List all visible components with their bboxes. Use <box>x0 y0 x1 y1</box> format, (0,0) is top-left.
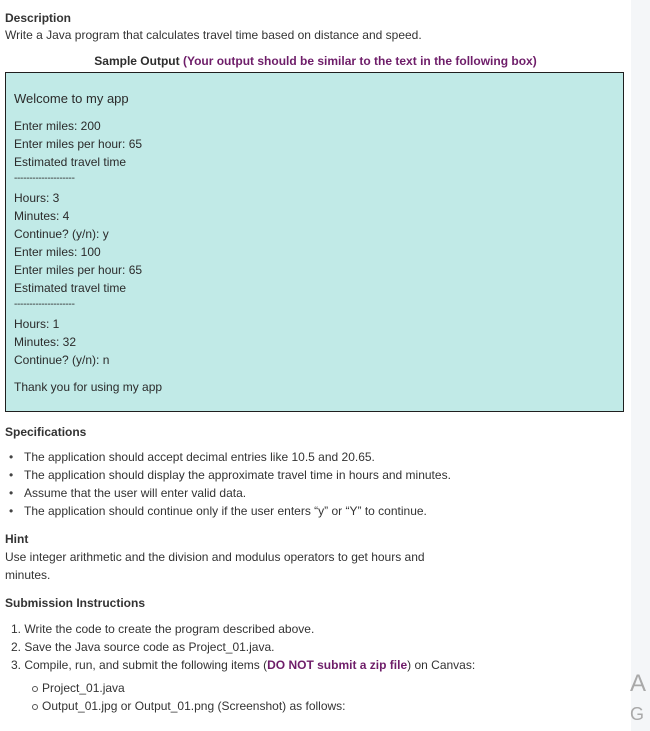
list-item: • The application should continue only if the user enters “y” or “Y” to continue. <box>0 502 451 520</box>
output-line: Hours: 1 <box>14 317 60 331</box>
output-line: Continue? (y/n): n <box>14 353 110 367</box>
output-line: Enter miles: 100 <box>14 245 101 259</box>
hint-heading: Hint <box>5 532 29 546</box>
output-line: Thank you for using my app <box>14 380 163 394</box>
output-divider: -------------------- <box>14 173 75 184</box>
list-item: Output_01.jpg or Output_01.png (Screenshot) as follows: <box>0 697 346 715</box>
list-item: • The application should accept decimal entries like 10.5 and 20.65. <box>0 448 451 466</box>
sample-output-title <box>0 54 631 68</box>
output-line: Estimated travel time <box>14 281 127 295</box>
output-line: Minutes: 32 <box>14 335 77 349</box>
list-item: Project_01.java <box>0 679 346 697</box>
cut-off-sidebar-text: G <box>630 704 645 724</box>
output-line: Welcome to my app <box>14 91 129 106</box>
no-zip-warning: DO NOT submit a zip file <box>267 658 408 672</box>
submission-steps <box>0 620 475 674</box>
specifications-heading: Specifications <box>5 425 87 439</box>
output-divider: -------------------- <box>14 299 75 310</box>
step3-prefix: 3. Compile, run, and submit the following items ( <box>11 658 268 672</box>
hint-text-line: Use integer arithmetic and the division and modulus operators to get hours and <box>5 550 425 564</box>
submission-files <box>0 679 346 715</box>
output-line: Hours: 3 <box>14 191 60 205</box>
sample-output-box <box>5 72 624 412</box>
output-line: Minutes: 4 <box>14 209 70 223</box>
sample-output-label: Sample Output <box>94 54 180 68</box>
hint-text-line: minutes. <box>5 568 51 582</box>
description-text: Write a Java program that calculates travel time based on distance and speed. <box>5 28 422 42</box>
output-line: Estimated travel time <box>14 155 127 169</box>
output-line: Continue? (y/n): y <box>14 227 109 241</box>
cut-off-sidebar-text: A <box>630 670 647 697</box>
list-item <box>0 656 475 674</box>
list-item: 1. Write the code to create the program described above. <box>11 622 315 636</box>
list-item: • Assume that the user will enter valid data. <box>0 484 451 502</box>
output-line: Enter miles per hour: 65 <box>14 137 143 151</box>
step3-suffix: ) on Canvas: <box>407 658 476 672</box>
submission-heading: Submission Instructions <box>5 596 146 610</box>
description-heading: Description <box>5 11 72 25</box>
sample-output-note: (Your output should be similar to the text in the following box) <box>182 54 537 68</box>
list-item: • The application should display the approximate travel time in hours and minutes. <box>0 466 451 484</box>
right-sidebar-strip <box>631 0 650 731</box>
specifications-list <box>0 448 451 520</box>
output-line: Enter miles: 200 <box>14 119 101 133</box>
output-line: Enter miles per hour: 65 <box>14 263 143 277</box>
list-item: 2. Save the Java source code as Project_01.java. <box>11 640 275 654</box>
